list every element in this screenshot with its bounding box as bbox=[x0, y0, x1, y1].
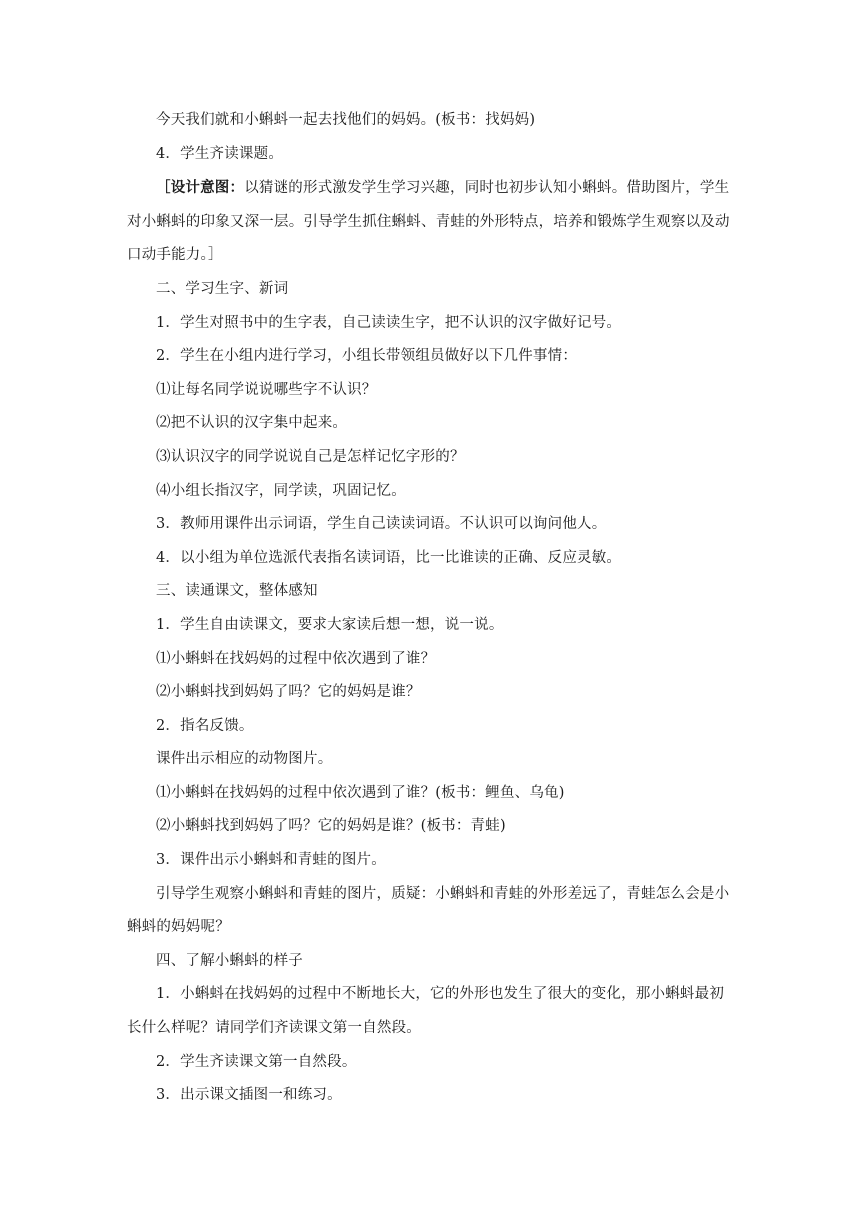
paragraph-text: 3．教师用课件出示词语，学生自己读读词语。不认识可以询问他人。 bbox=[156, 516, 607, 533]
paragraph-text: ⑴小蝌蚪在找妈妈的过程中依次遇到了谁？ bbox=[156, 650, 436, 667]
paragraph-text: ⑴小蝌蚪在找妈妈的过程中依次遇到了谁？(板书：鲤鱼、乌龟) bbox=[156, 784, 565, 801]
paragraph-text: 4．学生齐读课题。 bbox=[156, 145, 284, 162]
paragraph bbox=[127, 104, 733, 138]
paragraph-text: 1．学生对照书中的生字表，自己读读生字，把不认识的汉字做好记号。 bbox=[156, 314, 622, 331]
paragraph-text: 3．课件出示小蝌蚪和青蛙的图片。 bbox=[156, 852, 386, 869]
paragraph bbox=[127, 810, 733, 844]
paragraph bbox=[127, 710, 733, 744]
paragraph bbox=[127, 676, 733, 710]
document-body bbox=[127, 104, 733, 1113]
paragraph-text: 以猜谜的形式激发学生学习兴趣，同时也初步认知小蝌蚪。借助图片，学生对小蝌蚪的印象又深一层。引导学生抓住蝌蚪、青蛙的外形特点，培养和锻炼学生观察以及动口动手能力。］ bbox=[127, 180, 730, 264]
paragraph bbox=[127, 1079, 733, 1113]
paragraph-text: 2．指名反馈。 bbox=[156, 717, 254, 734]
paragraph-text: 1．学生自由读课文，要求大家读后想一想，说一说。 bbox=[156, 616, 504, 633]
paragraph bbox=[127, 475, 733, 509]
paragraph-text: 今天我们就和小蝌蚪一起去找他们的妈妈。(板书：找妈妈) bbox=[156, 112, 536, 128]
paragraph bbox=[127, 878, 733, 945]
paragraph-text: 2．学生在小组内进行学习，小组长带领组员做好以下几件事情： bbox=[156, 348, 578, 365]
paragraph-text: 4．以小组为单位选派代表指名读词语，比一比谁读的正确、反应灵敏。 bbox=[156, 549, 622, 566]
paragraph bbox=[127, 138, 733, 172]
paragraph bbox=[127, 441, 733, 475]
paragraph-text: 3．出示课文插图一和练习。 bbox=[156, 1087, 342, 1104]
paragraph-text: ⑵小蝌蚪找到妈妈了吗？它的妈妈是谁？ bbox=[156, 684, 421, 701]
paragraph-text: 引导学生观察小蝌蚪和青蛙的图片，质疑：小蝌蚪和青蛙的外形差远了，青蛙怎么会是小蝌蚪的妈妈呢？ bbox=[127, 885, 730, 936]
paragraph bbox=[127, 340, 733, 374]
paragraph-text: 课件出示相应的动物图片。 bbox=[156, 751, 333, 768]
paragraph bbox=[127, 1046, 733, 1080]
paragraph bbox=[127, 743, 733, 777]
paragraph bbox=[127, 844, 733, 878]
paragraph-text: 四、了解小蝌蚪的样子 bbox=[156, 952, 303, 969]
paragraph bbox=[127, 945, 733, 979]
paragraph bbox=[127, 374, 733, 408]
paragraph-text: ⑵把不认识的汉字集中起来。 bbox=[156, 415, 348, 432]
paragraph bbox=[127, 171, 733, 273]
paragraph-text: 三、读通课文，整体感知 bbox=[156, 583, 318, 600]
paragraph bbox=[127, 508, 733, 542]
paragraph-text: ⑴让每名同学说说哪些字不认识？ bbox=[156, 381, 377, 398]
paragraph bbox=[127, 609, 733, 643]
paragraph bbox=[127, 307, 733, 341]
paragraph bbox=[127, 978, 733, 1045]
paragraph bbox=[127, 542, 733, 576]
paragraph bbox=[127, 273, 733, 307]
paragraph bbox=[127, 777, 733, 811]
paragraph-text: 二、学习生字、新词 bbox=[156, 280, 289, 297]
paragraph-text: ⑶认识汉字的同学说说自己是怎样记忆字形的？ bbox=[156, 448, 465, 465]
paragraph-text: 2．学生齐读课文第一自然段。 bbox=[156, 1053, 357, 1070]
paragraph-text: ⑵小蝌蚪找到妈妈了吗？它的妈妈是谁？(板书：青蛙) bbox=[156, 818, 506, 835]
paragraph-text: 1．小蝌蚪在找妈妈的过程中不断地长大，它的外形也发生了很大的变化，那小蝌蚪最初长什么样呢？请同学们齐读课文第一自然段。 bbox=[127, 986, 725, 1037]
paragraph bbox=[127, 575, 733, 609]
paragraph-text: ⑷小组长指汉字，同学读，巩固记忆。 bbox=[156, 482, 406, 499]
paragraph bbox=[127, 407, 733, 441]
design-intent-label: ［设计意图： bbox=[156, 179, 245, 197]
paragraph bbox=[127, 643, 733, 677]
